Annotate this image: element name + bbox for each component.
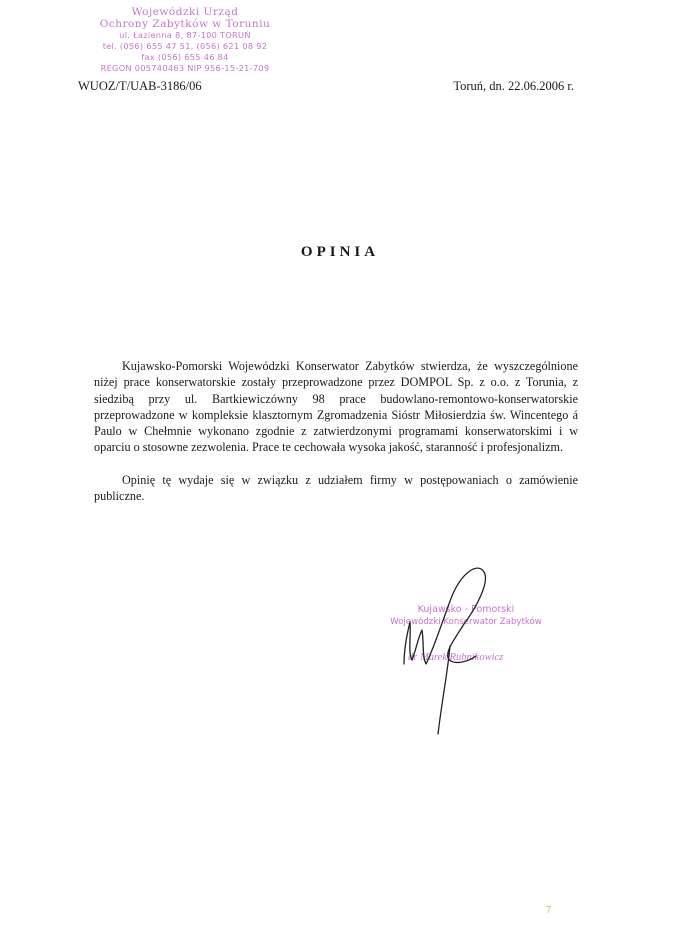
stamp-office-line-2: Ochrony Zabytków w Toruniu <box>99 18 271 30</box>
stamp-phone: tel. (056) 655 47 51, (056) 621 08 92 <box>102 41 268 51</box>
stamp-address: ul. Łazienna 8, 87-100 TORUŃ <box>119 30 251 40</box>
stamp-office-line-1: Wojewódzki Urząd <box>131 6 239 18</box>
document-title: OPINIA <box>300 244 380 260</box>
signature-stamp-line-2: Wojewódzki Konserwator Zabytków <box>390 617 542 627</box>
place-date: Toruń, dn. 22.06.2006 r. <box>453 79 574 93</box>
paragraph-main: Kujawsko-Pomorski Wojewódzki Konserwator Zabytków stwierdza, że wyszczególnione niżej prace konserwatorskie zostały przeprowadzone przez DOMPOL Sp. z o.o. z Torunia, z siedzibą przy ul. Bartkiewiczówny 98 prace budowlano-remontowo-konserwatorskie przeprowadzone w kompleksie klasztornym Zgromadzenia Sióstr Miłosierdzia św. Wincentego á Paulo w Chełmnie wykonano zgodnie z zatwierdzonymi programami konserwatorskimi i w oparciu o stosowne zezwolenia. Prace te cechowała wysoka jakość, staranność i profesjonalizm. <box>94 359 578 455</box>
signature-stamp-line-1: Kujawsko - Pomorski <box>417 604 515 615</box>
handwritten-signature <box>392 560 532 750</box>
stamp-fax: fax (056) 655 46 84 <box>141 52 229 62</box>
signatory-name: dr Marek Rubnikowicz <box>408 652 504 663</box>
stamp-regon: REGON 005740463 NIP 956-15-21-709 <box>100 63 270 73</box>
header-stamp <box>86 6 284 74</box>
paragraph-closing: Opinię tę wydaje się w związku z udziałem firmy w postępowaniach o zamówienie publiczne. <box>94 472 578 504</box>
reference-number: WUOZ/T/UAB-3186/06 <box>78 79 202 93</box>
page-mark: 7 <box>546 905 551 916</box>
document-body <box>94 358 578 504</box>
